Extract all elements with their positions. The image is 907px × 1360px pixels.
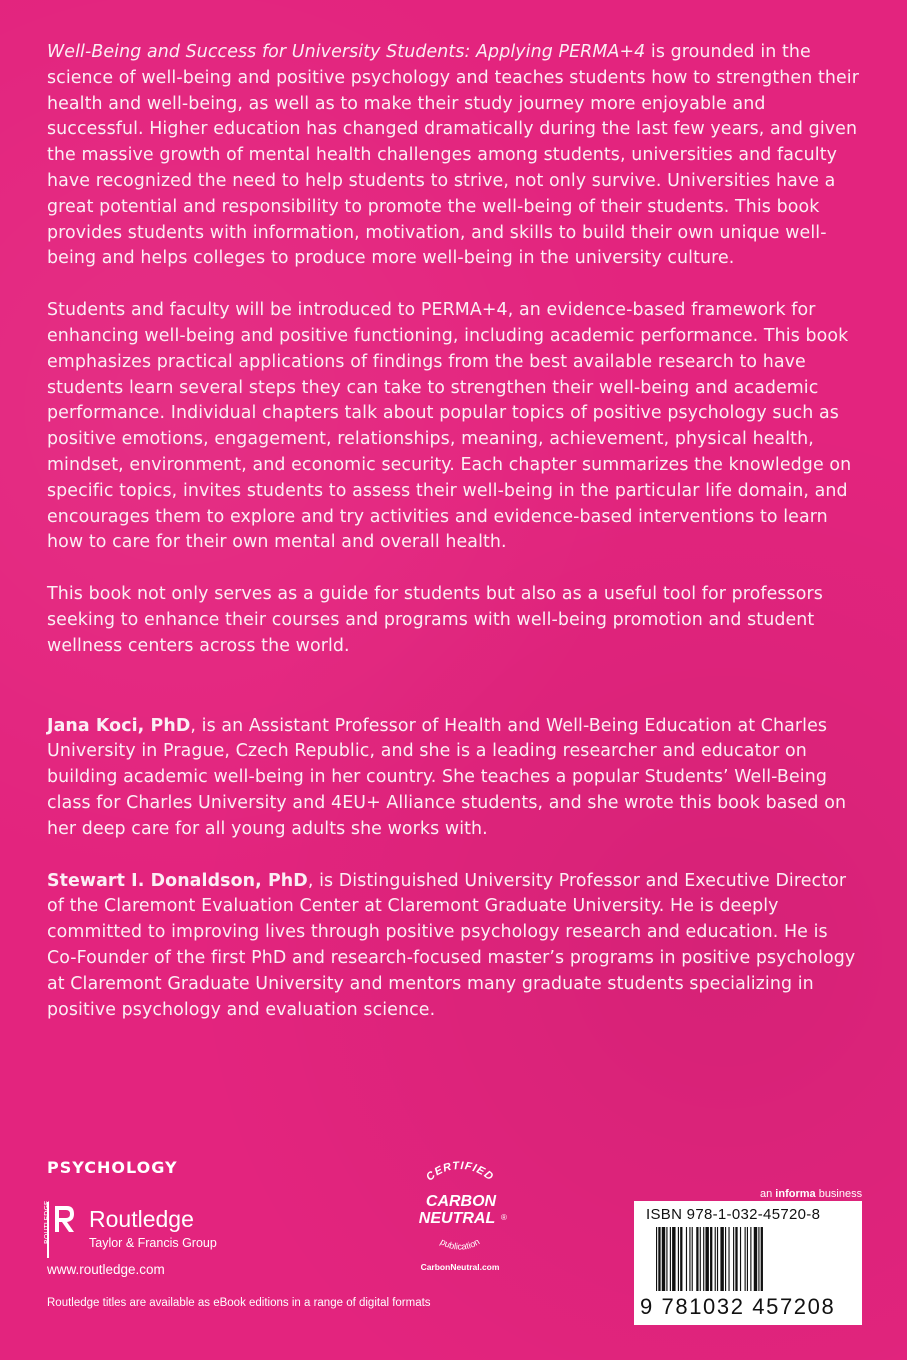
badge-top-arc: CERTIFIED xyxy=(424,1160,496,1184)
barcode-bar xyxy=(747,1227,748,1291)
author-name: Stewart I. Donaldson, PhD xyxy=(47,870,308,891)
barcode-bar xyxy=(728,1227,729,1291)
blurb-paragraph-2: Students and faculty will be introduced to PERMA+4, an evidence-based framework for enhancing well-being and positive functioning, including academic performance. This book emphasizes practical applications of findings from the best available research to have students learn several steps they can take to strengthen their well-being and academic performance. Individual chapters talk about popular topics of positive psychology such as positive emotions, engagement, relationships, meaning, achievement, physical health, mindset, environment, and economic security. Each chapter summarizes the knowledge on specific topics, invites students to assess their well-being in the particular life domain, and encourages them to explore and try activities and evidence-based interventions to learn how to care for their own mental and overall health. xyxy=(47,300,852,553)
barcode-bar xyxy=(725,1227,726,1291)
barcode-bar xyxy=(740,1227,741,1291)
category-label: PSYCHOLOGY xyxy=(47,1158,178,1177)
book-title: Well-Being and Success for University Students: Applying PERMA+4 xyxy=(47,42,646,62)
publisher-url[interactable]: www.routledge.com xyxy=(47,1262,165,1277)
barcode-bar xyxy=(735,1227,737,1291)
informa-brand: informa xyxy=(775,1188,816,1200)
svg-text:publication xyxy=(439,1236,482,1251)
author-bio-text: , is an Assistant Professor of Health and Well-Being Education at Charles University in Prague, Czech Republic, and she is a leading researcher and educator on building academic well-being in her country. She teaches a popular Students’ Well-Being class for Charles University and 4EU+ Alliance students, and she wrote this book based on her deep care for all young adults she works with. xyxy=(47,715,847,839)
barcode-bar xyxy=(662,1227,665,1291)
badge-registered-mark: ® xyxy=(501,1213,507,1222)
barcode-bar xyxy=(715,1227,716,1291)
publisher-logo xyxy=(43,1200,307,1262)
barcode-bar xyxy=(686,1227,687,1291)
author-bio-donaldson xyxy=(47,869,862,1024)
author-bio-text: , is Distinguished University Professor and Executive Director of the Claremont Evaluation Center at Claremont Graduate University. He is deeply committed to improving lives through positive psychology research and education. He is Co-Founder of the first PhD and research-focused master’s programs in positive psychology at Claremont Graduate University and mentors many graduate students specializing in positive psychology and evaluation science. xyxy=(47,870,856,1020)
barcode-bar xyxy=(705,1227,708,1291)
barcode-bar xyxy=(680,1227,682,1291)
barcode-bar xyxy=(696,1227,698,1291)
barcode-bar xyxy=(754,1227,757,1291)
barcode-bar xyxy=(717,1227,718,1291)
carbon-neutral-badge-graphic xyxy=(395,1160,525,1280)
barcode-bar xyxy=(656,1227,657,1291)
blurb-paragraph-3: This book not only serves as a guide for students but also as a useful tool for professors seeking to enhance their courses and programs with well-being promotion and student wellness centers across the world. xyxy=(47,584,823,656)
publisher-group: Taylor & Francis Group xyxy=(89,1236,217,1250)
informa-tagline xyxy=(760,1188,862,1200)
barcode-bar xyxy=(720,1227,723,1291)
svg-text:CERTIFIED xyxy=(424,1160,496,1184)
barcode-bar xyxy=(758,1227,759,1291)
isbn-barcode xyxy=(634,1201,862,1325)
barcode-bar xyxy=(678,1227,679,1291)
routledge-logo-icon xyxy=(47,1202,77,1258)
barcode-bar xyxy=(750,1227,751,1291)
barcode-bar xyxy=(700,1227,701,1291)
barcode-bar xyxy=(710,1227,712,1291)
badge-bottom-arc: publication xyxy=(438,1236,482,1252)
barcode-bar xyxy=(666,1227,667,1291)
carbon-neutral-badge xyxy=(395,1160,525,1280)
ebook-note: Routledge titles are available as eBook editions in a range of digital formats xyxy=(47,1297,431,1309)
author-name: Jana Koci, PhD xyxy=(47,715,191,736)
isbn-label: ISBN 978-1-032-45720-8 xyxy=(646,1206,821,1223)
barcode-bar xyxy=(689,1227,690,1291)
publisher-name: Routledge xyxy=(89,1206,194,1232)
badge-url: CarbonNeutral.com xyxy=(420,1262,500,1272)
barcode-bar xyxy=(703,1227,704,1291)
informa-prefix: an xyxy=(760,1188,776,1200)
barcode-bar xyxy=(672,1227,675,1291)
barcode-bar xyxy=(658,1227,660,1291)
barcode-bar xyxy=(761,1227,763,1291)
barcode-bar xyxy=(733,1227,734,1291)
barcode-bar xyxy=(745,1227,746,1291)
author-bio-koci xyxy=(47,714,862,843)
publisher-vertical-text: ROUTLEDGE xyxy=(43,1200,51,1244)
barcode-bar xyxy=(692,1227,693,1291)
informa-suffix: business xyxy=(815,1188,863,1200)
blurb-paragraph-1-text: is grounded in the science of well-being and positive psychology and teaches students how to strengthen their health and well-being, as well as to make their study journey more enjoyable and successful. Higher education has changed dramatically during the last few years, and given the massive growth of mental health challenges among students, universities and faculty have recognized the need to help students to strive, not only survive. Universities have a great potential and responsibility to promote the well-being of their students. This book provides students with information, motivation, and skills to build their own unique well-being and helps colleges to produce more well-being in the university culture. xyxy=(47,42,859,269)
barcode-digits: 9 781032 457208 xyxy=(640,1294,836,1319)
badge-line-1: CARBON xyxy=(425,1193,497,1210)
cover-blurb xyxy=(47,40,862,1049)
blurb-paragraph-1 xyxy=(47,40,862,272)
barcode-bar xyxy=(670,1227,671,1291)
badge-line-2: NEUTRAL xyxy=(418,1210,496,1227)
